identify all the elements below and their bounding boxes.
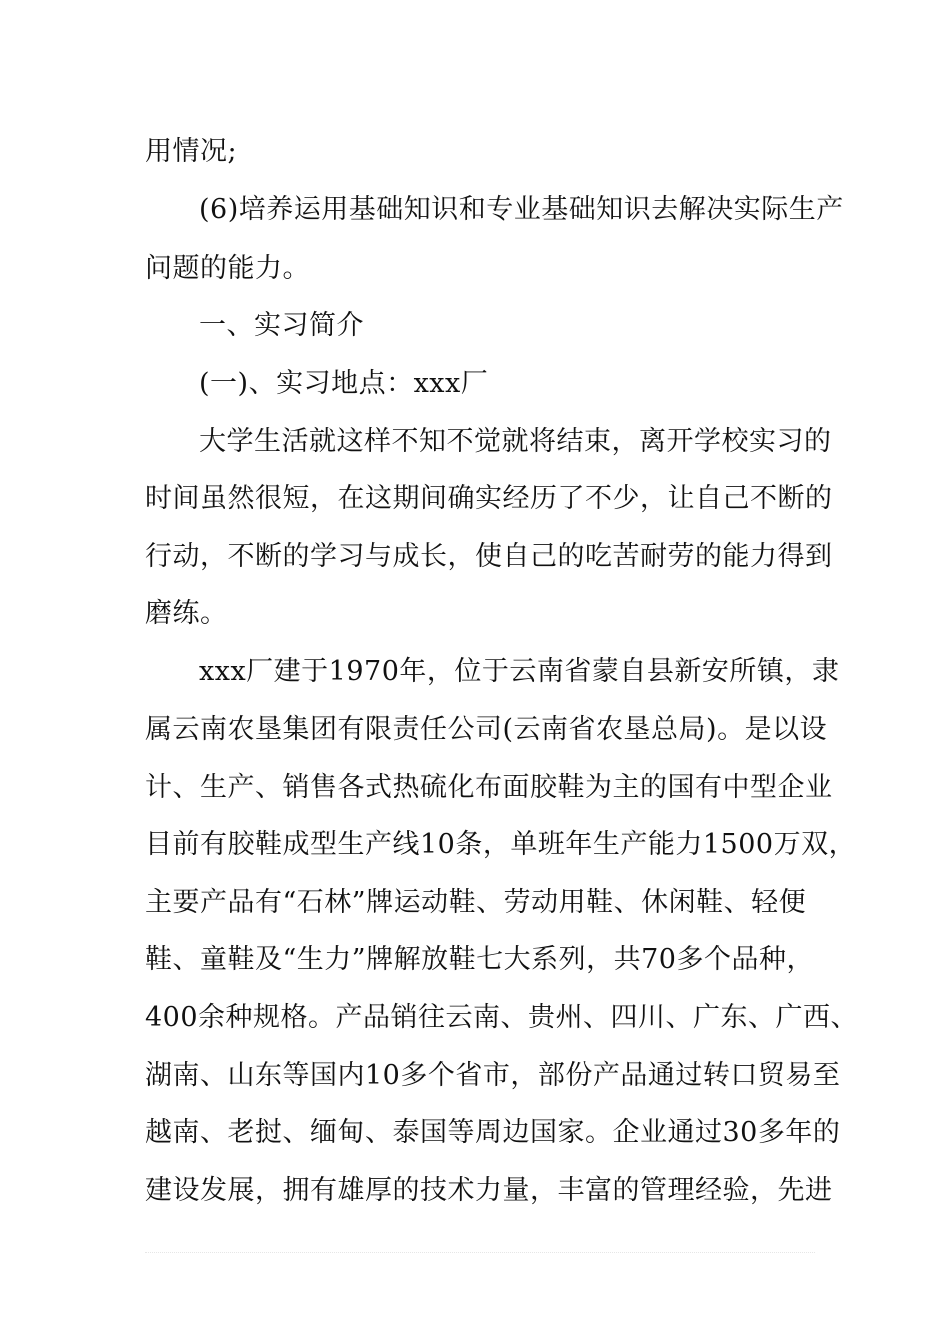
text-line: 大学生活就这样不知不觉就将结束，离开学校实习的 — [199, 426, 832, 457]
text-line: 磨练。 — [145, 598, 228, 629]
text-line: 用情况; — [145, 136, 238, 167]
subsection-heading: (一)、实习地点：xxx厂 — [199, 368, 489, 399]
text-line: (6)培养运用基础知识和专业基础知识去解决实际生产 — [199, 194, 844, 225]
text-line: 计、生产、销售各式热硫化布面胶鞋为主的国有中型企业 — [145, 772, 833, 803]
text-line: 湖南、山东等国内10多个省市，部份产品通过转口贸易至 — [145, 1060, 841, 1091]
page-divider — [145, 1252, 815, 1253]
text-line: 问题的能力。 — [145, 253, 310, 284]
text-line: 建设发展，拥有雄厚的技术力量，丰富的管理经验，先进 — [145, 1175, 833, 1206]
section-heading: 一、实习简介 — [199, 310, 364, 341]
text-line: 目前有胶鞋成型生产线10条，单班年生产能力1500万双， — [145, 829, 857, 860]
text-line: 越南、老挝、缅甸、泰国等周边国家。企业通过30多年的 — [145, 1117, 841, 1148]
text-line: 行动，不断的学习与成长，使自己的吃苦耐劳的能力得到 — [145, 541, 833, 572]
text-line: 主要产品有“石林”牌运动鞋、劳动用鞋、休闲鞋、轻便 — [145, 887, 807, 918]
text-line: 400余种规格。产品销往云南、贵州、四川、广东、广西、 — [145, 1002, 859, 1033]
text-line: 时间虽然很短，在这期间确实经历了不少，让自己不断的 — [145, 483, 833, 514]
text-line: xxx厂建于1970年，位于云南省蒙自县新安所镇，隶 — [199, 656, 840, 687]
text-line: 鞋、童鞋及“生力”牌解放鞋七大系列，共70多个品种， — [145, 944, 814, 975]
text-line: 属云南农垦集团有限责任公司(云南省农垦总局)。是以设 — [145, 714, 828, 745]
